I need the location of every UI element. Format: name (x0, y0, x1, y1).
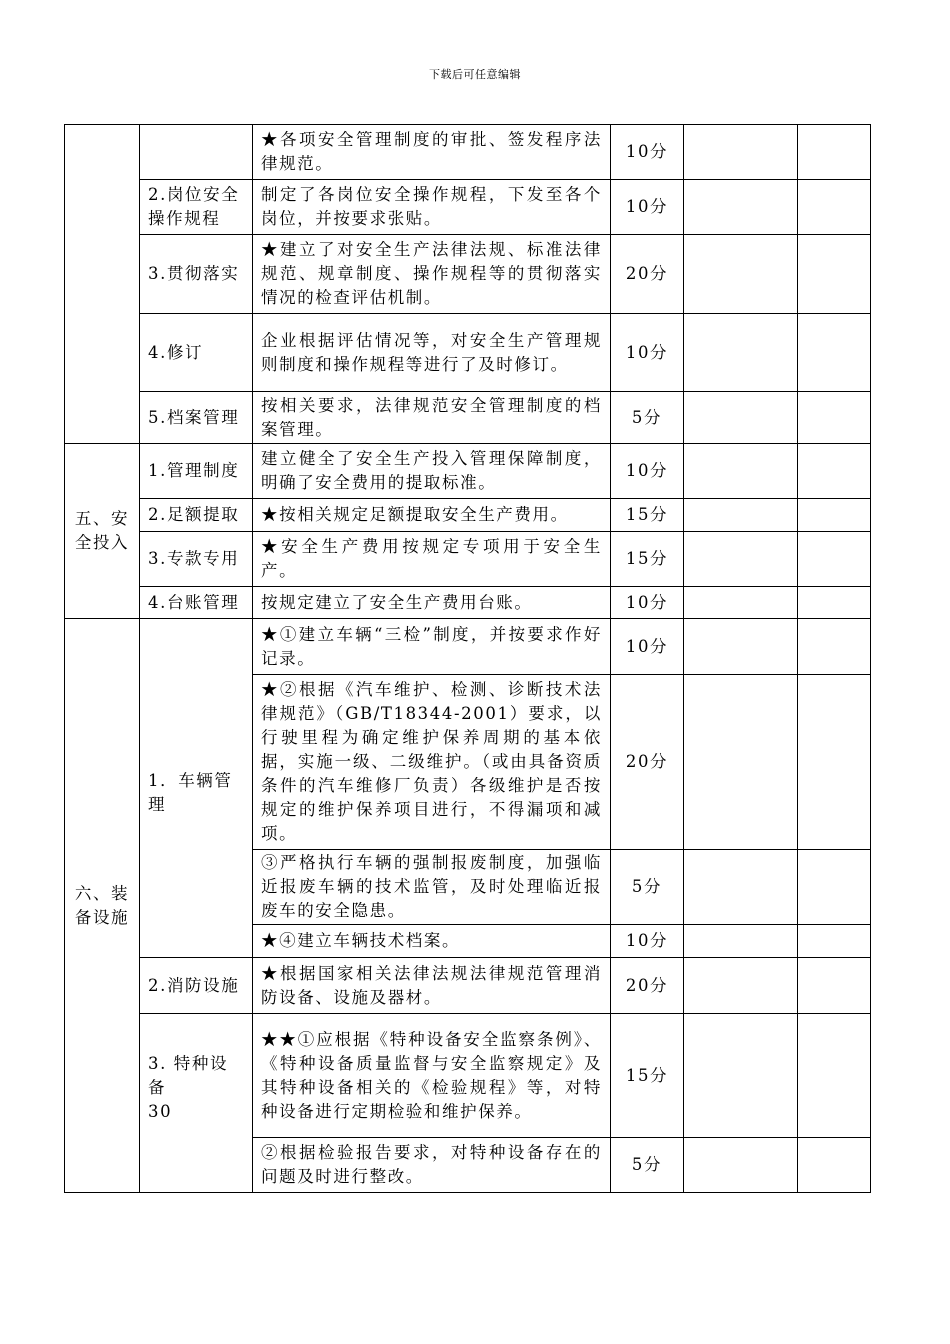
item-cell: 3.贯彻落实 (140, 235, 253, 314)
empty-cell (684, 587, 798, 619)
empty-cell (798, 958, 871, 1014)
evaluation-table (64, 124, 871, 1193)
item-cell: 5.档案管理 (140, 392, 253, 444)
table-row (65, 1014, 871, 1138)
empty-cell (798, 444, 871, 499)
standard-cell: ★①建立车辆“三检”制度，并按要求作好记录。 (253, 619, 611, 675)
empty-cell (684, 180, 798, 235)
empty-cell (798, 235, 871, 314)
standard-cell: ★建立了对安全生产法律法规、标准法律规范、规章制度、操作规程等的贯彻落实情况的检查评估机制。 (253, 235, 611, 314)
empty-cell (798, 392, 871, 444)
score-cell: 15分 (611, 1014, 684, 1138)
standard-cell: ★根据国家相关法律法规法律规范管理消防设备、设施及器材。 (253, 958, 611, 1014)
table-row (65, 180, 871, 235)
empty-cell (798, 499, 871, 532)
empty-cell (684, 850, 798, 925)
standard-cell: 制定了各岗位安全操作规程，下发至各个岗位，并按要求张贴。 (253, 180, 611, 235)
empty-cell (684, 235, 798, 314)
empty-cell (684, 444, 798, 499)
table-row (65, 587, 871, 619)
standard-cell: 按规定建立了安全生产费用台账。 (253, 587, 611, 619)
empty-cell (798, 675, 871, 850)
empty-cell (798, 587, 871, 619)
empty-cell (798, 619, 871, 675)
item-cell: 1.管理制度 (140, 444, 253, 499)
standard-cell: ★②根据《汽车维护、检测、诊断技术法律规范》（GB/T18344-2001）要求，以行驶里程为确定维护保养周期的基本依据，实施一级、二级维护。（或由具备资质条件的汽车维修厂负责）各级维护是否按规定的维护保养项目进行，不得漏项和减项。 (253, 675, 611, 850)
empty-cell (684, 925, 798, 958)
score-cell: 15分 (611, 499, 684, 532)
score-cell: 5分 (611, 1138, 684, 1193)
standard-cell: 企业根据评估情况等，对安全生产管理规则制度和操作规程等进行了及时修订。 (253, 314, 611, 392)
score-cell: 10分 (611, 314, 684, 392)
empty-cell (684, 125, 798, 180)
item-cell: 3.专款专用 (140, 532, 253, 587)
empty-cell (684, 1014, 798, 1138)
score-cell: 10分 (611, 125, 684, 180)
standard-cell: ③严格执行车辆的强制报废制度，加强临近报废车辆的技术监管，及时处理临近报废车的安全隐患。 (253, 850, 611, 925)
score-cell: 10分 (611, 444, 684, 499)
item-cell: 4.修订 (140, 314, 253, 392)
table-row (65, 235, 871, 314)
empty-cell (798, 125, 871, 180)
empty-cell (798, 925, 871, 958)
empty-cell (684, 314, 798, 392)
empty-cell (684, 532, 798, 587)
category-cell-equipment: 六、装备设施 (65, 619, 140, 1193)
item-cell: 3. 特种设备 30 (140, 1014, 253, 1193)
empty-cell (798, 1138, 871, 1193)
item-cell (140, 125, 253, 180)
score-cell: 20分 (611, 675, 684, 850)
table-row (65, 532, 871, 587)
score-cell: 10分 (611, 180, 684, 235)
score-cell: 10分 (611, 619, 684, 675)
empty-cell (798, 180, 871, 235)
standard-cell: ★各项安全管理制度的审批、签发程序法律规范。 (253, 125, 611, 180)
table-row (65, 444, 871, 499)
score-cell: 15分 (611, 532, 684, 587)
table-row (65, 499, 871, 532)
standard-cell: 按相关要求，法律规范安全管理制度的档案管理。 (253, 392, 611, 444)
empty-cell (684, 1138, 798, 1193)
table-row (65, 958, 871, 1014)
empty-cell (798, 314, 871, 392)
item-cell: 2.足额提取 (140, 499, 253, 532)
score-cell: 10分 (611, 925, 684, 958)
score-cell: 5分 (611, 850, 684, 925)
standard-cell: 建立健全了安全生产投入管理保障制度，明确了安全费用的提取标准。 (253, 444, 611, 499)
header-note: 下载后可任意编辑 (429, 68, 521, 81)
table-row (65, 619, 871, 675)
empty-cell (798, 850, 871, 925)
empty-cell (684, 619, 798, 675)
empty-cell (684, 958, 798, 1014)
table-row (65, 314, 871, 392)
item-cell: 2.消防设施 (140, 958, 253, 1014)
standard-cell: ★④建立车辆技术档案。 (253, 925, 611, 958)
score-cell: 20分 (611, 958, 684, 1014)
empty-cell (798, 532, 871, 587)
table-row (65, 125, 871, 180)
score-cell: 5分 (611, 392, 684, 444)
empty-cell (684, 392, 798, 444)
empty-cell (684, 675, 798, 850)
score-cell: 20分 (611, 235, 684, 314)
item-cell: 1．车辆管理 (140, 619, 253, 958)
standard-cell: ★安全生产费用按规定专项用于安全生产。 (253, 532, 611, 587)
empty-cell (684, 499, 798, 532)
category-cell-safety-investment: 五、安全投入 (65, 444, 140, 619)
empty-cell (798, 1014, 871, 1138)
standard-cell: ★按相关规定足额提取安全生产费用。 (253, 499, 611, 532)
standard-cell: ★★①应根据《特种设备安全监察条例》、《特种设备质量监督与安全监察规定》及其特种设备相关的《检验规程》等，对特种设备进行定期检验和维护保养。 (253, 1014, 611, 1138)
category-cell-empty (65, 125, 140, 444)
score-cell: 10分 (611, 587, 684, 619)
standard-cell: ②根据检验报告要求，对特种设备存在的问题及时进行整改。 (253, 1138, 611, 1193)
item-cell: 2.岗位安全操作规程 (140, 180, 253, 235)
table-row (65, 392, 871, 444)
item-cell: 4.台账管理 (140, 587, 253, 619)
